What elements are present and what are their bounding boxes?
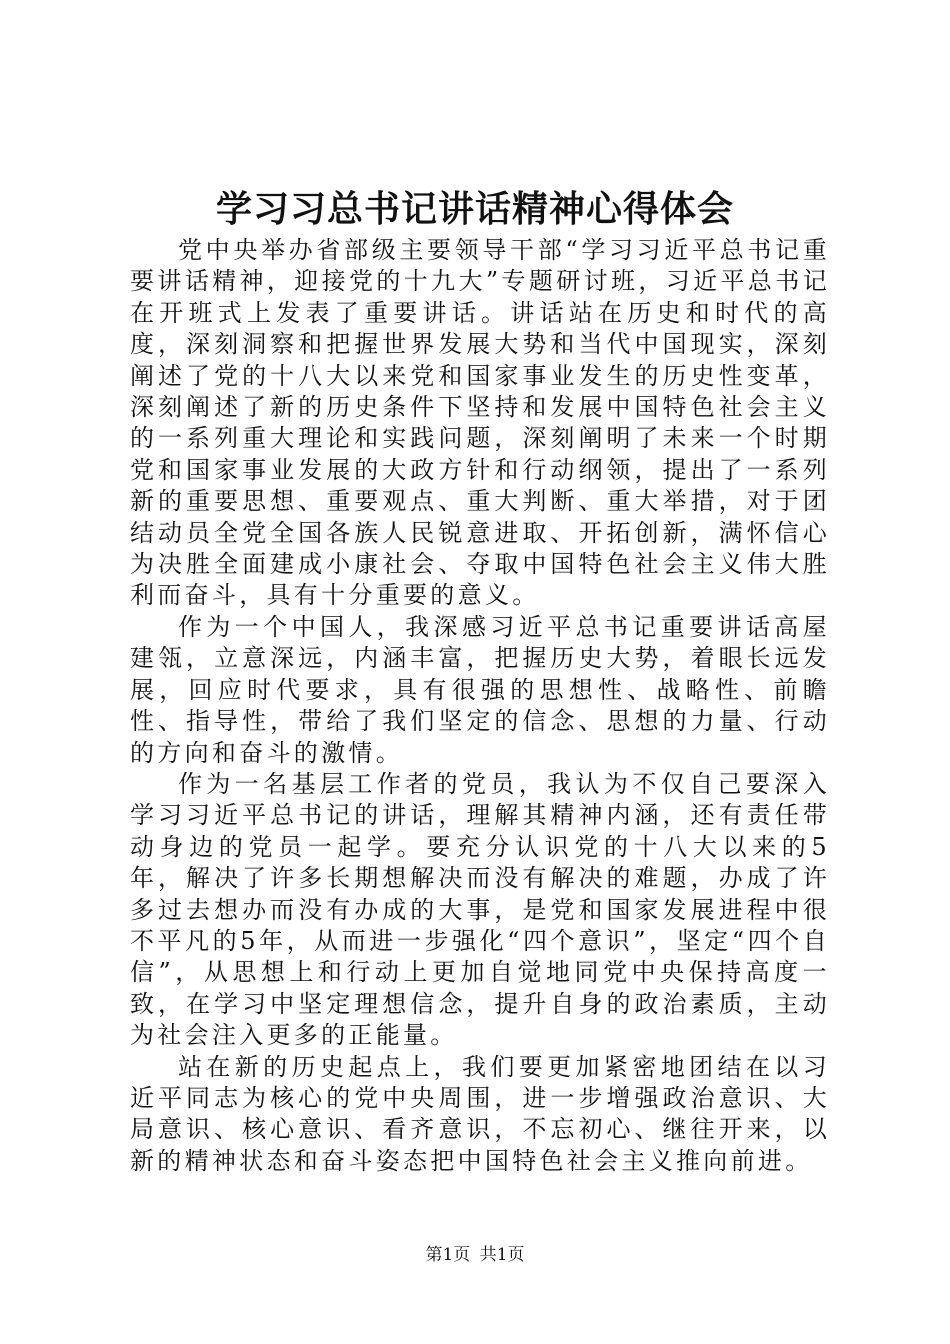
body-paragraph-3: 作为一名基层工作者的党员，我认为不仅自己要深入学习习近平总书记的讲话，理解其精神内涵，还有责任带动身边的党员一起学。要充分认识党的十八大以来的5年，解决了许多长期想解决而没有解决的难题，办成了许多过去想办而没有办成的大事，是党和国家发展进程中很不平凡的5年，从而进一步强化“四个意识”，坚定“四个自信”，从思想上和行动上更加自觉地同党中央保持高度一致，在学习中坚定理想信念，提升自身的政治素质，主动为社会注入更多的正能量。 (130, 769, 830, 1050)
document-body (130, 235, 830, 1177)
body-paragraph-2: 作为一个中国人，我深感习近平总书记重要讲话高屋建瓴，立意深远，内涵丰富，把握历史大势，着眼长远发展，回应时代要求，具有很强的思想性、战略性、前瞻性、指导性，带给了我们坚定的信念、思想的力量、行动的方向和奋斗的激情。 (130, 612, 830, 767)
page-title: 学习习总书记讲话精神心得体会 (215, 188, 734, 230)
page-total: 共1页 (479, 1245, 525, 1265)
page-footer (0, 1243, 950, 1267)
body-paragraph-4: 站在新的历史起点上，我们要更加紧密地团结在以习近平同志为核心的党中央周围，进一步增强政治意识、大局意识、核心意识、看齐意识，不忘初心、继往开来，以新的精神状态和奋斗姿态把中国特色社会主义推向前进。 (130, 1052, 830, 1175)
body-paragraph-1: 党中央举办省部级主要领导干部“学习习近平总书记重要讲话精神，迎接党的十九大”专题研讨班，习近平总书记在开班式上发表了重要讲话。讲话站在历史和时代的高度，深刻洞察和把握世界发展大势和当代中国现实，深刻阐述了党的十八大以来党和国家事业发生的历史性变革，深刻阐述了新的历史条件下坚持和发展中国特色社会主义的一系列重大理论和实践问题，深刻阐明了未来一个时期党和国家事业发展的大政方针和行动纲领，提出了一系列新的重要思想、重要观点、重大判断、重大举措，对于团结动员全党全国各族人民锐意进取、开拓创新，满怀信心为决胜全面建成小康社会、夺取中国特色社会主义伟大胜利而奋斗，具有十分重要的意义。 (130, 236, 830, 610)
page-number: 第1页 (425, 1245, 471, 1265)
